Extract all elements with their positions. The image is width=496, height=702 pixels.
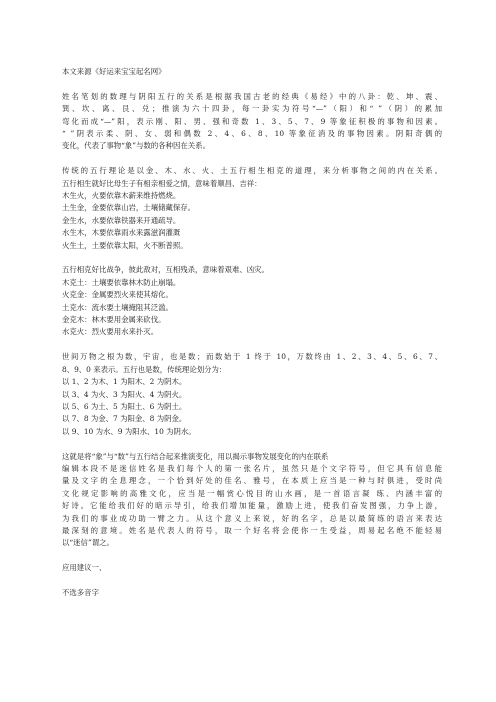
- text-line: 变化，代表了事物“象”与数的各种因在关系。: [62, 141, 210, 151]
- section-heading: [62, 562, 442, 574]
- text-line: 最深刻的意境。姓名是代表人的符号，取一个好名将会使你一生受益，周易起名绝不能轻易: [62, 525, 442, 535]
- text-line: 五行相克好比战争，彼此敌对，互相残杀，意味着艰难、凶灾。: [62, 265, 269, 275]
- text-line: 以 1、2 为木、1 为阳木、2 为阴木。: [62, 377, 187, 387]
- text-line: 为我们的事业成功助一臂之力。从这个意义上来说，好的名字，总是以最简练的语言来表达: [62, 513, 442, 523]
- text-line: 金生水，水要依靠铁器来开通疏导。: [62, 215, 181, 225]
- paragraph-wuxing-ke: [62, 264, 442, 338]
- text-line: 这就是将“象”与“数”与五行结合起来推演变化，用以揭示事物发展变化的内在联系: [62, 451, 329, 461]
- text-line: 水生木，木要依靠雨水来露滋润灌溉: [62, 228, 181, 238]
- text-line: 以 7、8 为金、7 为阳金、8 为阴金。: [62, 414, 187, 424]
- paragraph-yijing-yinyang: [62, 91, 442, 153]
- text-line: 土生金，金要依靠山岩，土壤储藏保存。: [62, 203, 196, 213]
- text-line: 巽、坎、离、艮、兑；推演为六十四卦，每一卦实为符号“—”（阳）和“ ”（阴）的累加: [62, 104, 442, 114]
- text-line: 弯化而成“—”阳，表示刚、阳、男、强和奇数 1、3、5、7、9 等象征积极的事物和因素。: [62, 116, 442, 126]
- heading-text: 应用建议一、: [62, 563, 107, 573]
- text-line: 以 9、10 为水、9 为阳水、10 为阴水。: [62, 426, 196, 436]
- text-line: “ ”阴表示柔、阴、女、弱和偶数 2、4、6、8、10 等象征消及的事物因素。阴阳奇偶的: [62, 129, 442, 139]
- text-line: 土克水：流水要土壤掩阻其泛滥。: [62, 302, 173, 312]
- text-line: 火克金：金属要烈火来使其熔化。: [62, 290, 173, 300]
- text-line: 以 5、6 为土、5 为阳土、6 为阴土。: [62, 401, 187, 411]
- text-line: 传统的五行理论是以金、木、水、火、土五行相生相克的道理，来分析事物之间的内在关系。: [62, 166, 442, 176]
- text-line: 木克土：土壤要依靠林木防止崩塌。: [62, 277, 181, 287]
- paragraph-wuxing-sheng: [62, 165, 442, 252]
- subheading: [62, 587, 442, 599]
- text-line: 世间万物之根为数，宇宙，也是数；而数始于 1 终于 10，万数终由 1、2、3、4、5、6、7、: [62, 352, 442, 362]
- source-line: [62, 66, 442, 78]
- text-line: 姓名笔划的数理与阴阳五行的关系是根据我国古老的经典《易经》中的八卦：乾、坤、震、: [62, 91, 442, 101]
- text-line: 火生土，土要依靠太阳，火不断普照。: [62, 240, 188, 250]
- text-line: 五行相生就好比母生子有相亲相爱之情，意味着顺昌、吉祥：: [62, 178, 262, 188]
- text-line: 编辑本段不是迷信姓名是我们每个人的第一张名片，虽然只是个文字符号，但它具有信息能: [62, 463, 442, 473]
- text-line: 金克木：林木要用金属来砍伐。: [62, 315, 166, 325]
- text-line: 水克火：烈火要用水来扑灭。: [62, 327, 159, 337]
- text-line: 以 3、4 为火、3 为阳火、4 为阴火。: [62, 389, 187, 399]
- text-line: 文化规定影响的高雅文化，应当是一幅赏心悦目的山水画，是一首语言凝 练、内涵丰富的: [62, 488, 442, 498]
- text-line: 量及文字的全息理念，一个恰到好处的佳名、雅号，在本质上应当是一种与时俱进，受时尚: [62, 476, 442, 486]
- source-text: 本文来源《好运来宝宝起名网》: [62, 67, 166, 76]
- paragraph-numbers: [62, 351, 442, 438]
- text-line: 好诗。它能给我们好的暗示导引，给我们增加能量，激励上进，使我们奋发图强，力争上游，: [62, 501, 442, 511]
- text-line: 8、9、0 来表示。五行也是数，传统理论划分为：: [62, 364, 227, 374]
- paragraph-naming: [62, 451, 442, 550]
- text-line: 木生火，火要依靠木薪来维持燃烧。: [62, 191, 181, 201]
- subheading-text: 不选多音字: [62, 587, 99, 597]
- text-line: 以“迷信”谓之。: [62, 538, 114, 548]
- document-page: [62, 66, 442, 599]
